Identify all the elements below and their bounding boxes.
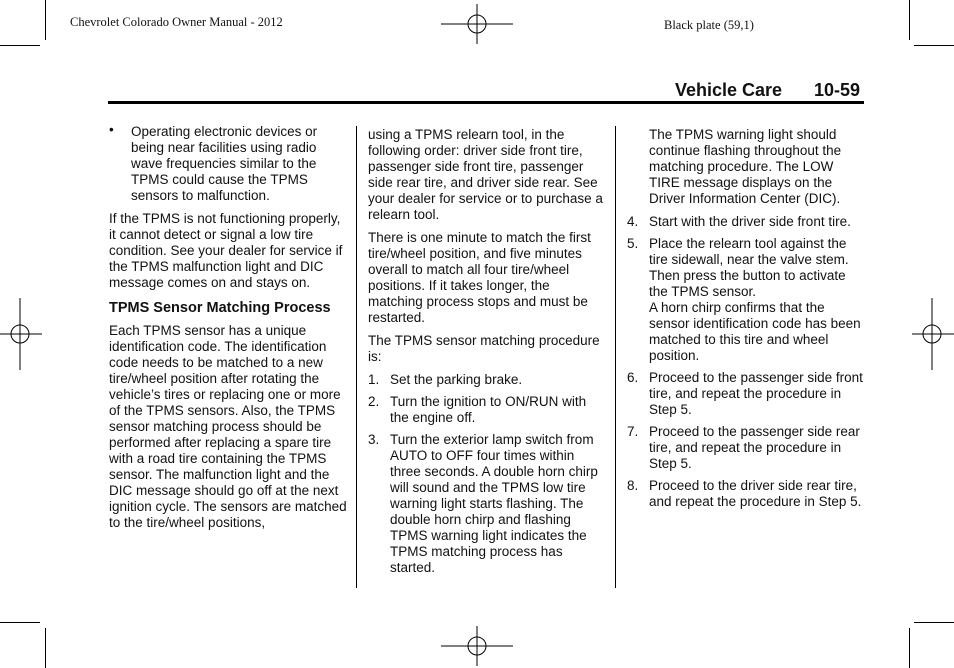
paragraph: using a TPMS relearn tool, in the following order: driver side front tire, passenger side front tire, passenger side rear tire, and driver side rear. See your dealer for service or to purchase a relearn tool. (368, 127, 603, 222)
page-number: 10-59 (814, 80, 861, 100)
step-number: 2. (368, 394, 380, 409)
registration-mark-icon (441, 4, 513, 44)
column-divider (615, 126, 616, 588)
list-item (627, 236, 863, 364)
header-rule (108, 101, 864, 104)
step-text: Turn the exterior lamp switch from AUTO to OFF four times within three seconds. A double horn chirp will sound and the TPMS low tire warning light starts flashing. The double horn chirp and flashing TPMS warning light indicates the TPMS matching process has started. (390, 432, 598, 575)
step-text: Set the parking brake. (390, 372, 523, 387)
bullet-text: Operating electronic devices or being near facilities using radio wave frequencies similar to the TPMS could cause the TPMS sensors to malfunction. (131, 124, 318, 203)
step-number: 7. (627, 424, 639, 439)
list-item (627, 424, 863, 472)
step-number: 5. (627, 236, 639, 251)
list-item (368, 432, 606, 576)
manual-title: Chevrolet Colorado Owner Manual - 2012 (70, 15, 283, 29)
bullet-icon: • (109, 122, 114, 137)
list-item (368, 372, 606, 388)
list-item (627, 370, 863, 418)
section-title: Vehicle Care (675, 80, 783, 100)
registration-mark-icon (912, 298, 954, 370)
paragraph: The TPMS warning light should continue flashing throughout the matching procedure. The LOW TIRE message displays on the Driver Information Center (DIC). (649, 127, 842, 206)
step-number: 1. (368, 372, 380, 387)
column-1 (109, 124, 347, 538)
step-text: Proceed to the passenger side rear tire, and repeat the procedure in Step 5. (649, 424, 860, 471)
step-number: 8. (627, 478, 639, 493)
crop-mark (914, 622, 954, 623)
crop-mark (0, 622, 40, 623)
crop-mark (0, 45, 40, 46)
list-item (627, 478, 863, 510)
column-3 (627, 127, 863, 516)
step-text: Proceed to the driver side rear tire, and repeat the procedure in Step 5. (649, 478, 862, 509)
column-2 (368, 127, 606, 582)
paragraph: Each TPMS sensor has a unique identification code. The identification code needs to be matched to a new tire/wheel position after rotating the vehicle’s tires or replacing one or more of the TPMS sensors. Also, the TPMS sensor matching process should be performed after replacing a spare tire with a road tire containing the TPMS sensor. The malfunction light and the DIC message should go off at the next ignition cycle. The sensors are matched to the tire/wheel positions, (109, 323, 347, 530)
paragraph: If the TPMS is not functioning properly, it cannot detect or signal a low tire condition. See your dealer for service if the TPMS malfunction light and DIC message comes on and stays on. (109, 211, 343, 290)
plate-label: Black plate (59,1) (664, 18, 754, 32)
registration-mark-icon (441, 626, 513, 666)
crop-mark (45, 0, 46, 40)
list-item (627, 214, 863, 230)
crop-mark (909, 0, 910, 40)
paragraph: There is one minute to match the first tire/wheel position, and five minutes overall to match all four tire/wheel positions. If it takes longer, the matching process stops and must be restarted. (368, 230, 591, 325)
subheading: TPMS Sensor Matching Process (109, 300, 331, 316)
step-note: A horn chirp confirms that the sensor identification code has been matched to this tire and wheel position. (649, 300, 861, 363)
step-number: 6. (627, 370, 639, 385)
column-divider (356, 126, 357, 588)
step-text: Proceed to the passenger side front tire, and repeat the procedure in Step 5. (649, 370, 863, 417)
step-text: Turn the ignition to ON/RUN with the engine off. (390, 394, 587, 425)
crop-mark (909, 628, 910, 668)
step-text: Start with the driver side front tire. (649, 214, 851, 229)
paragraph: The TPMS sensor matching procedure is: (368, 333, 600, 364)
step-number: 4. (627, 214, 639, 229)
list-item (368, 394, 606, 426)
registration-mark-icon (0, 298, 42, 370)
crop-mark (45, 628, 46, 668)
step-text: Place the relearn tool against the tire sidewall, near the valve stem. Then press the button to activate the TPMS sensor. (649, 236, 849, 299)
list-item (109, 124, 347, 204)
step-number: 3. (368, 432, 380, 447)
crop-mark (914, 45, 954, 46)
